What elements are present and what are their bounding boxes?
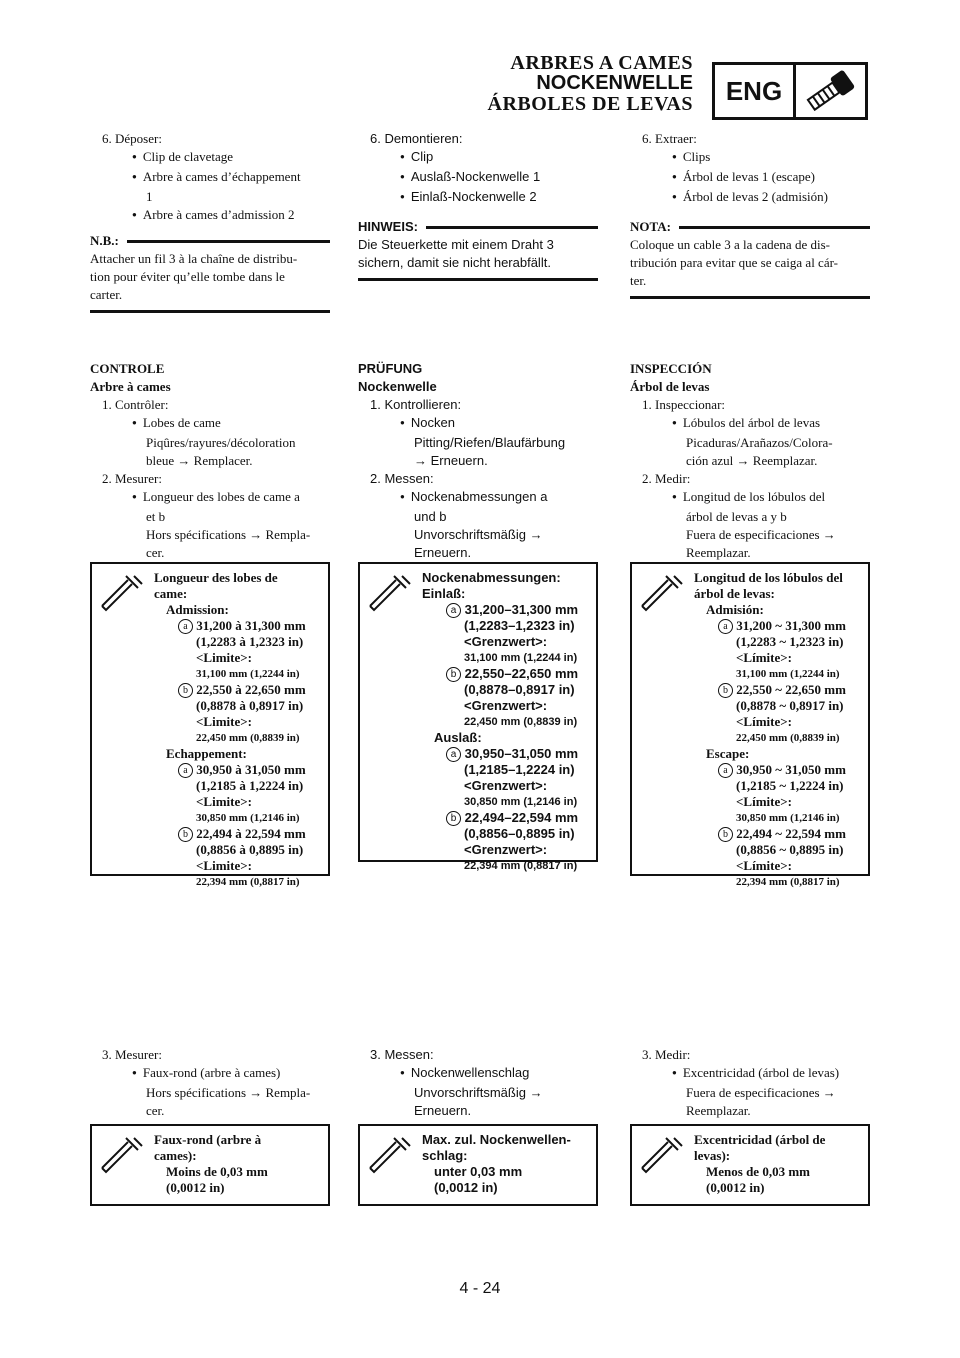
spec-line: <Grenzwert>: [464, 778, 548, 793]
fr-subtitle: Arbre à cames [90, 379, 171, 394]
fr-note-title: N.B.: [90, 233, 119, 248]
es-check-2-item: ● Longitud de los lóbulos del [630, 488, 870, 508]
circled-letter: b [446, 667, 461, 682]
runout-box-de [358, 1124, 598, 1206]
fr-check-2: 2. Mesurer: [102, 471, 162, 486]
de-step3 [358, 1046, 598, 1120]
es-note-title: NOTA: [630, 219, 671, 234]
spec-line: Einlaß: [422, 586, 466, 601]
wrench-icon [366, 572, 414, 612]
spec-line: schlag: [422, 1148, 468, 1163]
title-de: NOCKENWELLE [536, 72, 693, 94]
spec-line: Max. zul. Nockenwellen- [422, 1132, 571, 1147]
es-note-line: Coloque un cable 3 a la cadena de dis- [630, 237, 830, 252]
de-check-3-item: ● Nockenwellenschlag [358, 1064, 598, 1084]
spec-line: b 22,550 à 22,650 mm [154, 682, 324, 698]
column-es-inspect [630, 360, 870, 562]
runout-text-de [422, 1132, 592, 1196]
eng-label: ENG [715, 65, 796, 117]
circled-letter: b [718, 827, 733, 842]
es-check-2-text: Reemplazar. [686, 545, 751, 560]
spec-line: <Límite>: [736, 714, 792, 729]
fr-note-line: Attacher un fil 3 à la chaîne de distribu- [90, 251, 298, 266]
de-subtitle: Nockenwelle [358, 379, 437, 394]
spec-box-de [358, 562, 598, 872]
fr-check-3-item: ● Faux-rond (arbre à cames) [90, 1064, 330, 1084]
fr-note-line: tion pour éviter qu’elle tombe dans le [90, 269, 285, 284]
fr-step6-item: ● Arbre à cames d’échappement [90, 168, 330, 188]
de-step6-item: ● Auslaß-Nockenwelle 1 [358, 168, 598, 188]
es-check-1-text: ción azul → Reemplazar. [686, 453, 818, 468]
es-check-1: 1. Inspeccionar: [642, 397, 726, 412]
spec-line: <Limite>: [196, 714, 252, 729]
spec-line: b 22,494–22,594 mm [422, 810, 592, 826]
spec-line: 22,450 mm (0,8839 in) [464, 716, 578, 728]
circled-letter: a [178, 619, 193, 634]
spec-line: came: [154, 586, 188, 601]
de-check-1: 1. Kontrollieren: [370, 397, 462, 412]
de-check-3-text: Erneuern. [414, 1103, 472, 1118]
spec-line: <Límite>: [736, 858, 792, 873]
spec-line: (0,0012 in) [706, 1180, 765, 1195]
column-fr [90, 130, 330, 313]
fr-check-1-text: Piqûres/rayures/décoloration [146, 435, 296, 450]
fr-check-3: 3. Mesurer: [102, 1047, 162, 1062]
spec-line: <Grenzwert>: [464, 698, 548, 713]
spec-line: b 22,550 ~ 22,650 mm [694, 682, 864, 698]
spec-line: a 31,200 ~ 31,300 mm [694, 618, 864, 634]
runout-text-fr [154, 1132, 324, 1196]
circled-letter: b [178, 827, 193, 842]
fr-check-3-text: cer. [146, 1103, 165, 1118]
spec-line: Auslaß: [434, 730, 482, 745]
spec-line: <Grenzwert>: [464, 634, 548, 649]
spec-line: Nockenabmessungen: [422, 570, 561, 585]
spec-line: Faux-rond (arbre à [154, 1132, 262, 1147]
wrench-icon [98, 1134, 146, 1174]
es-check-1-item: ● Lóbulos del árbol de levas [630, 414, 870, 434]
spec-line: <Límite>: [736, 650, 792, 665]
spec-line: Echappement: [166, 746, 247, 761]
fr-section-title: CONTROLE [90, 361, 165, 376]
spec-line: <Grenzwert>: [464, 842, 548, 857]
circled-letter: a [718, 619, 733, 634]
spec-line: (0,8878–0,8917 in) [464, 682, 575, 697]
spec-line: Longueur des lobes de [154, 570, 278, 585]
fr-check-1-item: ● Lobes de came [90, 414, 330, 434]
column-de-inspect [358, 360, 598, 562]
es-note-line: ter. [630, 273, 647, 288]
spec-line: (0,0012 in) [434, 1180, 498, 1195]
es-subtitle: Árbol de levas [630, 379, 710, 394]
spec-line: (1,2283 à 1,2323 in) [196, 634, 304, 649]
spec-line: Escape: [706, 746, 750, 761]
spec-line: 22,394 mm (0,8817 in) [736, 876, 840, 888]
spec-line: a 31,200 à 31,300 mm [154, 618, 324, 634]
es-check-2-text: árbol de levas a y b [686, 509, 787, 524]
fr-step6-item: ● Clip de clavetage [90, 148, 330, 168]
spec-line: b 22,494 à 22,594 mm [154, 826, 324, 842]
fr-step6-item: ● Arbre à cames d’admission 2 [90, 206, 330, 226]
es-check-2: 2. Medir: [642, 471, 691, 486]
spec-line: Excentricidad (árbol de [694, 1132, 826, 1147]
circled-letter: a [718, 763, 733, 778]
de-check-1-text: Pitting/Riefen/Blaufärbung [414, 435, 566, 450]
spec-line: 22,394 mm (0,8817 in) [464, 860, 578, 872]
fr-step6-item: 1 [146, 189, 153, 204]
wrench-icon [98, 572, 146, 612]
fr-step6-title: 6. Déposer: [102, 131, 162, 146]
es-check-1-text: Picaduras/Arañazos/Colora- [686, 435, 833, 450]
spec-line: <Limite>: [196, 794, 252, 809]
fr-check-1-text: bleue → Remplacer. [146, 453, 253, 468]
spec-line: Longitud de los lóbulos del [694, 570, 843, 585]
spec-line: 31,100 mm (1,2244 in) [464, 652, 578, 664]
spec-line: Admisión: [706, 602, 764, 617]
spec-line: <Limite>: [196, 650, 252, 665]
wrench-icon [638, 1134, 686, 1174]
wrench-icon [366, 1134, 414, 1174]
fr-check-2-text: Hors spécifications → Rempla- [146, 527, 311, 542]
circled-letter: b [178, 683, 193, 698]
spec-line: (0,8878 ~ 0,8917 in) [736, 698, 844, 713]
runout-box-fr [90, 1124, 330, 1206]
runout-text-es [694, 1132, 864, 1196]
spec-box-es [630, 562, 870, 888]
fr-check-3-text: Hors spécifications → Rempla- [146, 1085, 311, 1100]
es-check-3-text: Reemplazar. [686, 1103, 751, 1118]
es-step6-title: 6. Extraer: [642, 131, 697, 146]
de-check-2: 2. Messen: [370, 471, 434, 486]
fr-check-2-item: ● Longueur des lobes de came a [90, 488, 330, 508]
fr-check-2-text: cer. [146, 545, 165, 560]
spec-box-fr [90, 562, 330, 888]
spec-line: (1,2185 à 1,2224 in) [196, 778, 304, 793]
de-check-3: 3. Messen: [370, 1047, 434, 1062]
es-step3 [630, 1046, 870, 1120]
spec-line: a 30,950–31,050 mm [422, 746, 592, 762]
title-es: ÁRBOLES DE LEVAS [487, 93, 693, 115]
spec-line: árbol de levas: [694, 586, 775, 601]
de-check-2-text: Erneuern. [414, 545, 472, 560]
es-note-line: tribución para evitar que se caiga al cár- [630, 255, 838, 270]
es-check-3: 3. Medir: [642, 1047, 691, 1062]
circled-letter: b [446, 811, 461, 826]
spec-line: 30,850 mm (1,2146 in) [196, 812, 300, 824]
fr-step3 [90, 1046, 330, 1120]
spec-line: 22,450 mm (0,8839 in) [196, 732, 300, 744]
spec-line: 30,850 mm (1,2146 in) [736, 812, 840, 824]
wrench-bolt-icon [796, 65, 865, 117]
spec-line: (1,2185 ~ 1,2224 in) [736, 778, 844, 793]
spec-line: (0,0012 in) [166, 1180, 225, 1195]
spec-line: 22,450 mm (0,8839 in) [736, 732, 840, 744]
circled-letter: a [446, 747, 461, 762]
de-check-2-text: und b [414, 509, 447, 524]
es-check-3-item: ● Excentricidad (árbol de levas) [630, 1064, 870, 1084]
de-step6-item: ● Clip [358, 148, 598, 168]
spec-line: b 22,494 ~ 22,594 mm [694, 826, 864, 842]
spec-text-fr [154, 570, 324, 890]
de-check-3-text: Unvorschriftsmäßig → [414, 1085, 543, 1100]
es-step6-item: ● Árbol de levas 1 (escape) [630, 168, 870, 188]
fr-check-2-text: et b [146, 509, 166, 524]
spec-line: (0,8856 ~ 0,8895 in) [736, 842, 844, 857]
es-step6-item: ● Clips [630, 148, 870, 168]
circled-letter: b [718, 683, 733, 698]
spec-line: (1,2283–1,2323 in) [464, 618, 575, 633]
spec-line: Menos de 0,03 mm [706, 1164, 810, 1179]
spec-line: 31,100 mm (1,2244 in) [736, 668, 840, 680]
spec-line: b 22,550–22,650 mm [422, 666, 592, 682]
es-step6-item: ● Árbol de levas 2 (admisión) [630, 188, 870, 208]
column-es [630, 130, 870, 299]
column-fr-inspect [90, 360, 330, 562]
es-section-title: INSPECCIÓN [630, 361, 712, 376]
spec-line: cames): [154, 1148, 197, 1163]
fr-note-line: carter. [90, 287, 123, 302]
spec-line: Admission: [166, 602, 229, 617]
circled-letter: a [178, 763, 193, 778]
spec-line: (0,8856 à 0,8895 in) [196, 842, 304, 857]
spec-line: unter 0,03 mm [434, 1164, 523, 1179]
spec-line: (0,8856–0,8895 in) [464, 826, 575, 841]
wrench-icon [638, 572, 686, 612]
spec-line: a 30,950 ~ 31,050 mm [694, 762, 864, 778]
de-check-1-text: → Erneuern. [414, 453, 488, 468]
de-section-title: PRÜFUNG [358, 361, 423, 376]
circled-letter: a [446, 603, 461, 618]
de-check-1-item: ● Nocken [358, 414, 598, 434]
page-number: 4 - 24 [459, 1280, 501, 1297]
eng-badge [712, 62, 868, 120]
spec-line: 22,394 mm (0,8817 in) [196, 876, 300, 888]
spec-line: <Limite>: [196, 858, 252, 873]
de-check-2-item: ● Nockenabmessungen a [358, 488, 598, 508]
spec-line: 30,850 mm (1,2146 in) [464, 796, 578, 808]
de-note-line: sichern, damit sie nicht herabfällt. [358, 255, 551, 270]
spec-line: (1,2283 ~ 1,2323 in) [736, 634, 844, 649]
spec-line: (0,8878 à 0,8917 in) [196, 698, 304, 713]
runout-box-es [630, 1124, 870, 1206]
fr-check-1: 1. Contrôler: [102, 397, 169, 412]
de-note-line: Die Steuerkette mit einem Draht 3 [358, 237, 554, 252]
es-check-2-text: Fuera de especificaciones → [686, 527, 836, 542]
de-step6-title: 6. Demontieren: [370, 131, 463, 146]
spec-text-de [422, 570, 592, 874]
spec-text-es [694, 570, 864, 890]
spec-line: 31,100 mm (1,2244 in) [196, 668, 300, 680]
de-note-title: HINWEIS: [358, 219, 418, 234]
spec-line: (1,2185–1,2224 in) [464, 762, 575, 777]
spec-line: levas): [694, 1148, 731, 1163]
es-check-3-text: Fuera de especificaciones → [686, 1085, 836, 1100]
spec-line: Moins de 0,03 mm [166, 1164, 268, 1179]
spec-line: a 30,950 à 31,050 mm [154, 762, 324, 778]
title-fr: ARBRES A CAMES [510, 52, 693, 74]
column-de [358, 130, 598, 281]
de-check-2-text: Unvorschriftsmäßig → [414, 527, 543, 542]
spec-line: <Límite>: [736, 794, 792, 809]
spec-line: a 31,200–31,300 mm [422, 602, 592, 618]
de-step6-item: ● Einlaß-Nockenwelle 2 [358, 188, 598, 208]
